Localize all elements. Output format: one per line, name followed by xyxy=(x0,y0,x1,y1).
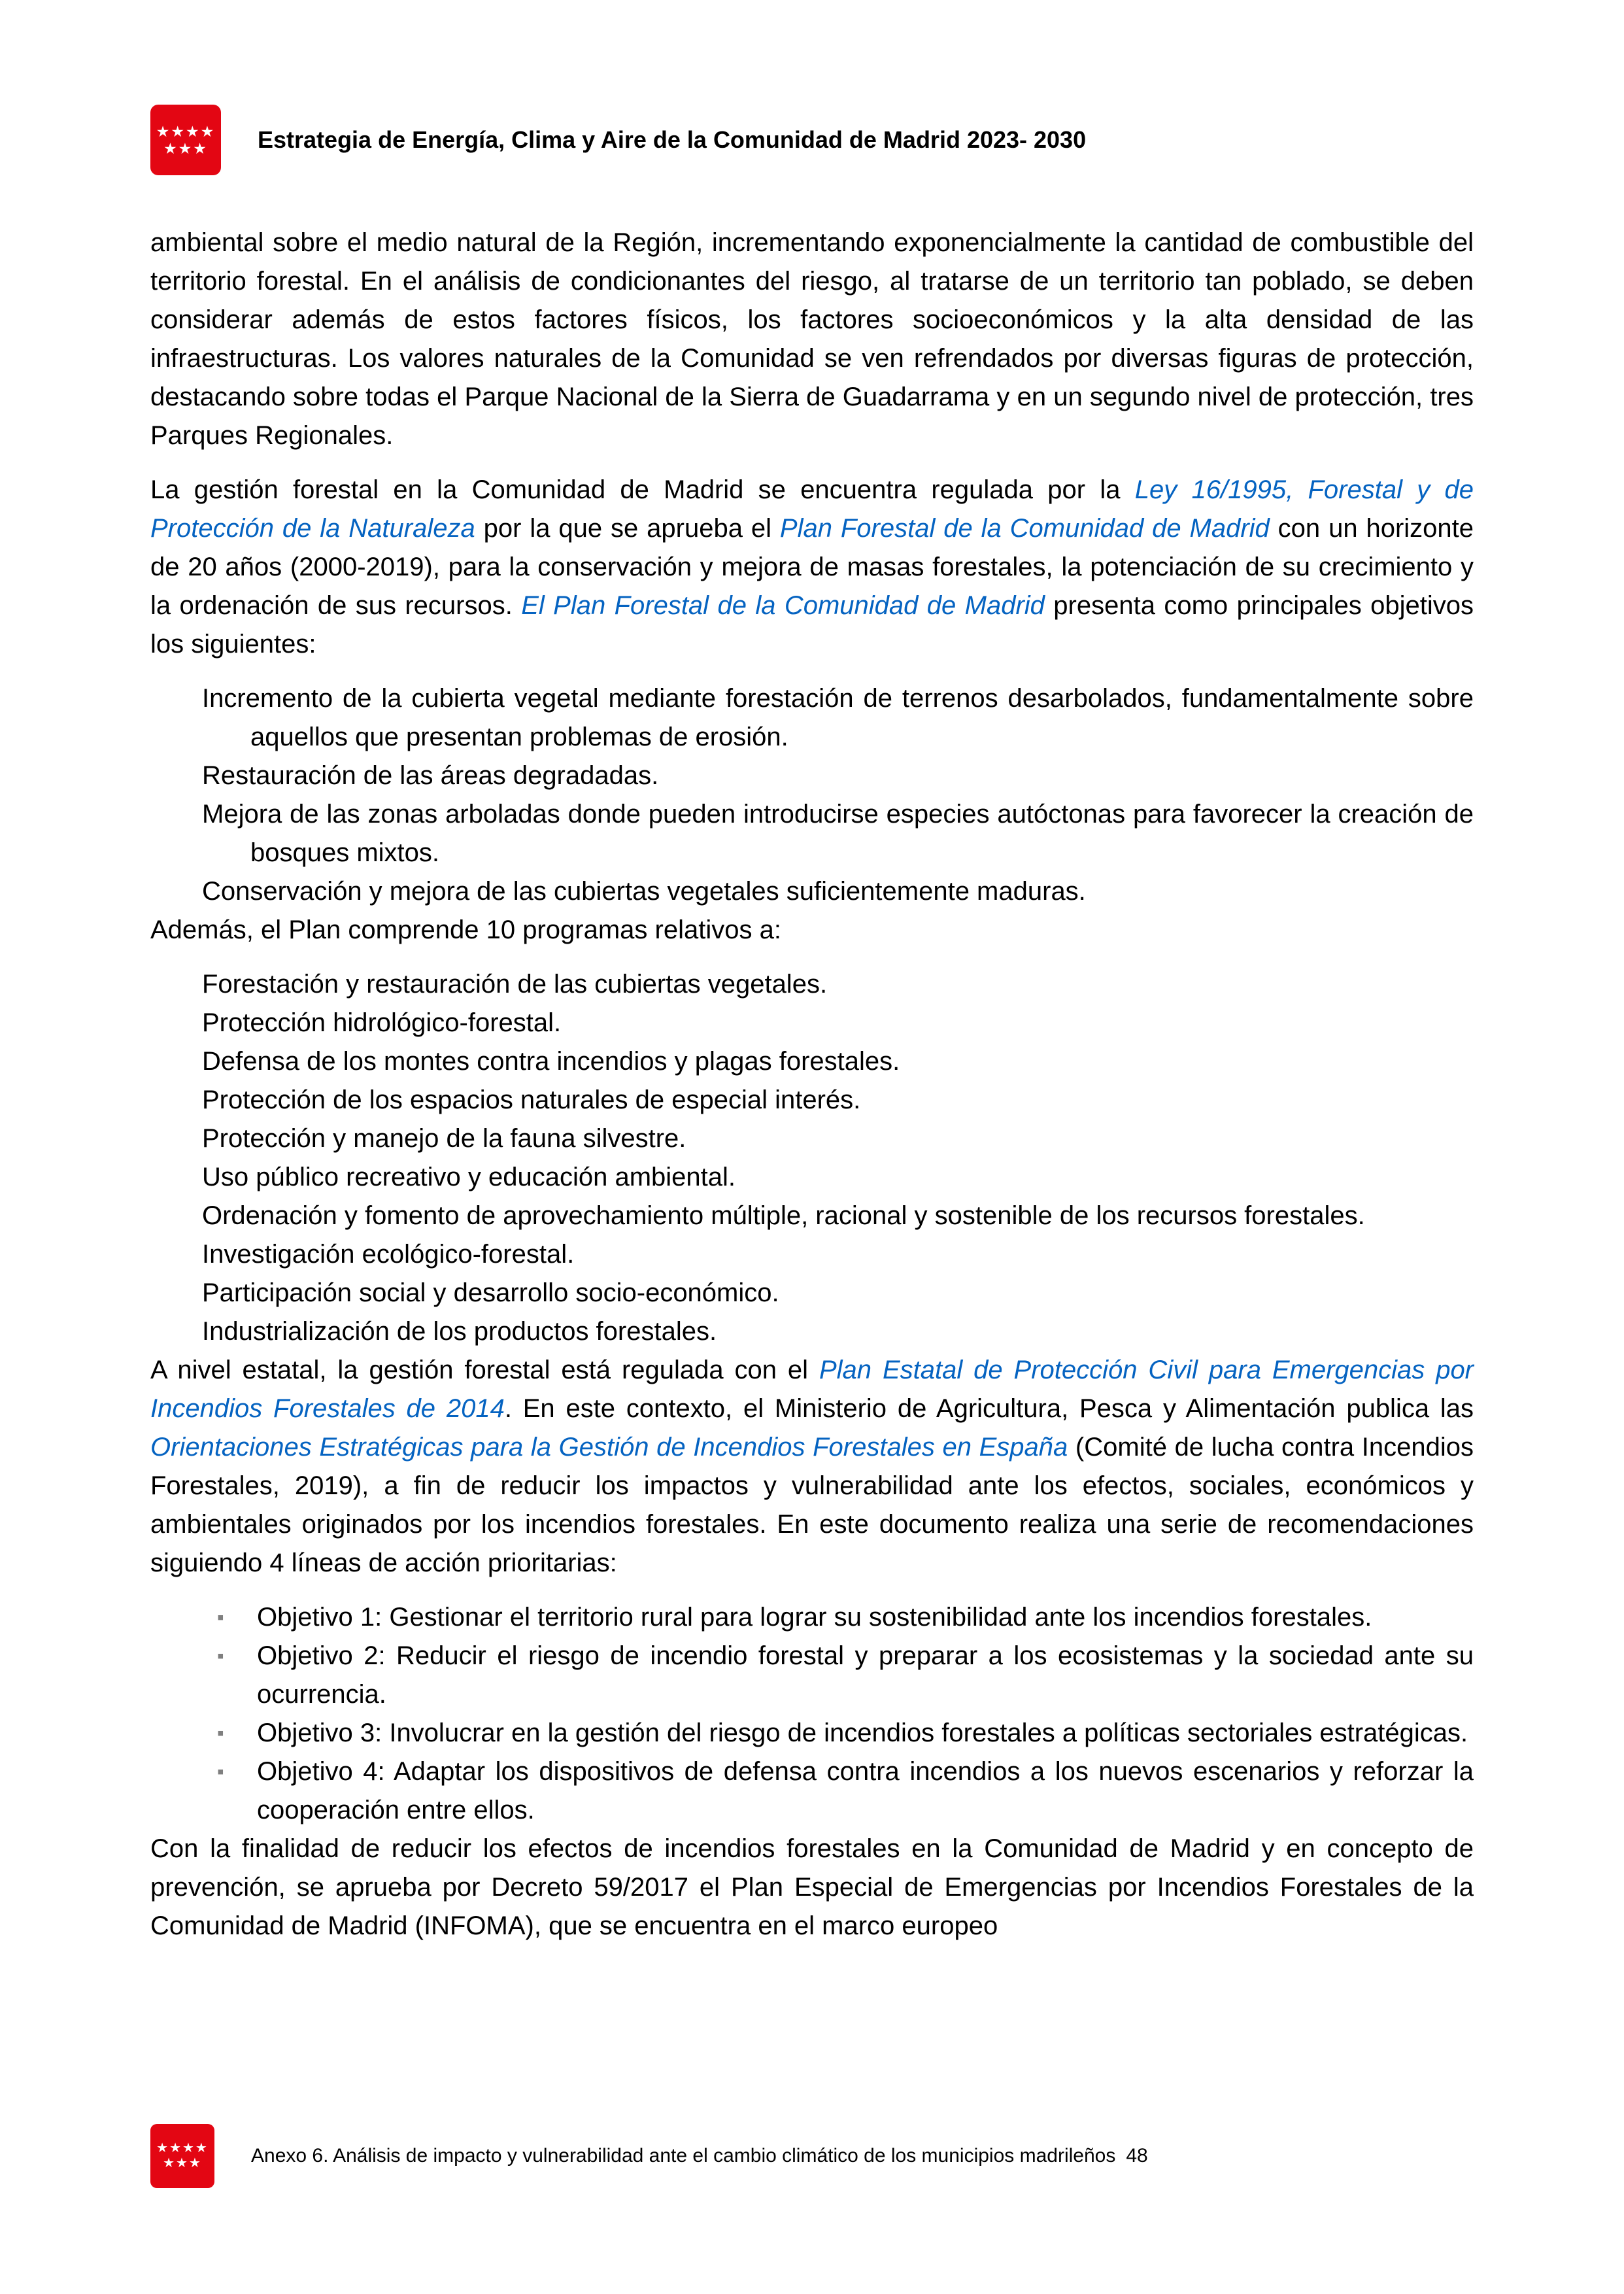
list-item-text: Objetivo 1: Gestionar el territorio rural para lograr su sostenibilidad ante los incendios forestales. xyxy=(257,1603,1372,1632)
document-link[interactable]: Plan Estatal de Protección Civil para Emergencias por Incendios Forestales de 2014 xyxy=(150,1356,1474,1423)
document-title: Estrategia de Energía, Clima y Aire de la Comunidad de Madrid 2023- 2030 xyxy=(258,126,1087,153)
comunidad-madrid-flag-logo xyxy=(150,105,221,175)
list-item: Incremento de la cubierta vegetal mediante forestación de terrenos desarbolados, fundamentalmente sobre aquellos que presentan problemas de erosión. xyxy=(202,684,1474,751)
flag-stars-icon: ★★★★ xyxy=(156,123,216,140)
text-run: La gestión forestal en la Comunidad de Madrid se encuentra regulada por la xyxy=(150,475,1135,504)
paragraph xyxy=(150,224,1474,455)
list-item: Protección de los espacios naturales de especial interés. xyxy=(202,1086,861,1114)
text-run: A nivel estatal, la gestión forestal está regulada con el xyxy=(150,1356,819,1384)
list-item xyxy=(150,1637,1474,1714)
list-item: Protección hidrológico-forestal. xyxy=(202,1008,562,1037)
flag-stars-icon: ★★★ xyxy=(163,2156,202,2170)
page-header xyxy=(150,105,1474,175)
text-run: con un horizonte de 20 años (2000-2019), para la conservación y mejora de masas forestales, la potenciación de su crecimiento y la ordenación de sus recursos. xyxy=(150,514,1474,620)
list-item: Ordenación y fomento de aprovechamiento múltiple, racional y sostenible de los recursos forestales. xyxy=(202,1201,1365,1230)
list-item: Conservación y mejora de las cubiertas vegetales suficientemente maduras. xyxy=(202,877,1086,906)
document-link[interactable]: El Plan Forestal de la Comunidad de Madrid xyxy=(521,591,1045,620)
list-item: Investigación ecológico-forestal. xyxy=(202,1240,575,1269)
plain-list xyxy=(150,965,1474,1351)
square-bullet-icon: ▪ xyxy=(217,1645,224,1667)
page-number: 48 xyxy=(1126,2145,1148,2166)
document-link[interactable]: Orientaciones Estratégicas para la Gestión de Incendios Forestales en España xyxy=(150,1433,1068,1462)
list-item xyxy=(150,1598,1474,1637)
footer-text xyxy=(251,2145,1148,2167)
list-item: Forestación y restauración de las cubiertas vegetales. xyxy=(202,970,828,999)
list-item: Defensa de los montes contra incendios y plagas forestales. xyxy=(202,1047,900,1076)
text-run: Además, el Plan comprende 10 programas relativos a: xyxy=(150,916,781,944)
list-item-text: Objetivo 4: Adaptar los dispositivos de defensa contra incendios a los nuevos escenarios y reforzar la cooperación entre ellos. xyxy=(257,1757,1474,1824)
paragraph xyxy=(150,1830,1474,1945)
document-link[interactable]: Ley 16/1995, Forestal y de Protección de la Naturaleza xyxy=(150,475,1474,543)
paragraph xyxy=(150,471,1474,664)
square-bullet-icon: ▪ xyxy=(217,1761,224,1783)
text-run: (Comité de lucha contra Incendios Forestales, 2019), a fin de reducir los impactos y vulnerabilidad ante los efectos, sociales, económicos y ambientales originados por los incendios forestales. En este documento realiza una serie de recomendaciones siguiendo 4 líneas de acción prioritarias: xyxy=(150,1433,1474,1577)
bullet-list xyxy=(150,1598,1474,1830)
list-item xyxy=(150,1753,1474,1830)
list-item: Industrialización de los productos forestales. xyxy=(202,1317,717,1346)
list-item-text: Objetivo 2: Reducir el riesgo de incendio forestal y preparar a los ecosistemas y la sociedad ante su ocurrencia. xyxy=(257,1641,1474,1709)
document-link[interactable]: Plan Forestal de la Comunidad de Madrid xyxy=(779,514,1270,543)
list-item: Uso público recreativo y educación ambiental. xyxy=(202,1163,736,1191)
list-item xyxy=(150,1714,1474,1753)
square-bullet-icon: ▪ xyxy=(217,1607,224,1628)
list-item-text: Objetivo 3: Involucrar en la gestión del riesgo de incendios forestales a políticas sectoriales estratégicas. xyxy=(257,1719,1468,1747)
list-item: Participación social y desarrollo socio-económico. xyxy=(202,1278,779,1307)
square-bullet-icon: ▪ xyxy=(217,1722,224,1744)
text-run: por la que se aprueba el xyxy=(475,514,780,543)
flag-stars-icon: ★★★ xyxy=(163,140,208,157)
flag-stars-icon: ★★★★ xyxy=(156,2141,209,2155)
footer-caption: Anexo 6. Análisis de impacto y vulnerabilidad ante el cambio climático de los municipios madrileños xyxy=(251,2145,1116,2166)
list-item: Mejora de las zonas arboladas donde pueden introducirse especies autóctonas para favorecer la creación de bosques mixtos. xyxy=(202,800,1474,867)
paragraph xyxy=(150,1351,1474,1583)
text-run: presenta como principales objetivos los siguientes: xyxy=(150,591,1474,659)
page-footer xyxy=(150,2124,1474,2188)
list-item: Restauración de las áreas degradadas. xyxy=(202,761,659,790)
list-item: Protección y manejo de la fauna silvestre. xyxy=(202,1124,686,1153)
comunidad-madrid-flag-logo-footer xyxy=(150,2124,214,2188)
text-run: ambiental sobre el medio natural de la Región, incrementando exponencialmente la cantidad de combustible del territorio forestal. En el análisis de condicionantes del riesgo, al tratarse de un territorio tan poblado, se deben considerar además de estos factores físicos, los factores socioeconómicos y la alta densidad de las infraestructuras. Los valores naturales de la Comunidad se ven refrendados por diversas figuras de protección, destacando sobre todas el Parque Nacional de la Sierra de Guadarrama y en un segundo nivel de protección, tres Parques Regionales. xyxy=(150,228,1474,450)
text-run: Con la finalidad de reducir los efectos de incendios forestales en la Comunidad de Madrid y en concepto de prevención, se aprueba por Decreto 59/2017 el Plan Especial de Emergencias por Incendios Forestales de la Comunidad de Madrid (INFOMA), que se encuentra en el marco europeo xyxy=(150,1834,1474,1940)
document-body xyxy=(150,224,1474,1945)
text-run: . En este contexto, el Ministerio de Agricultura, Pesca y Alimentación publica las xyxy=(504,1394,1474,1423)
paragraph xyxy=(150,911,1474,950)
plain-list xyxy=(150,679,1474,911)
